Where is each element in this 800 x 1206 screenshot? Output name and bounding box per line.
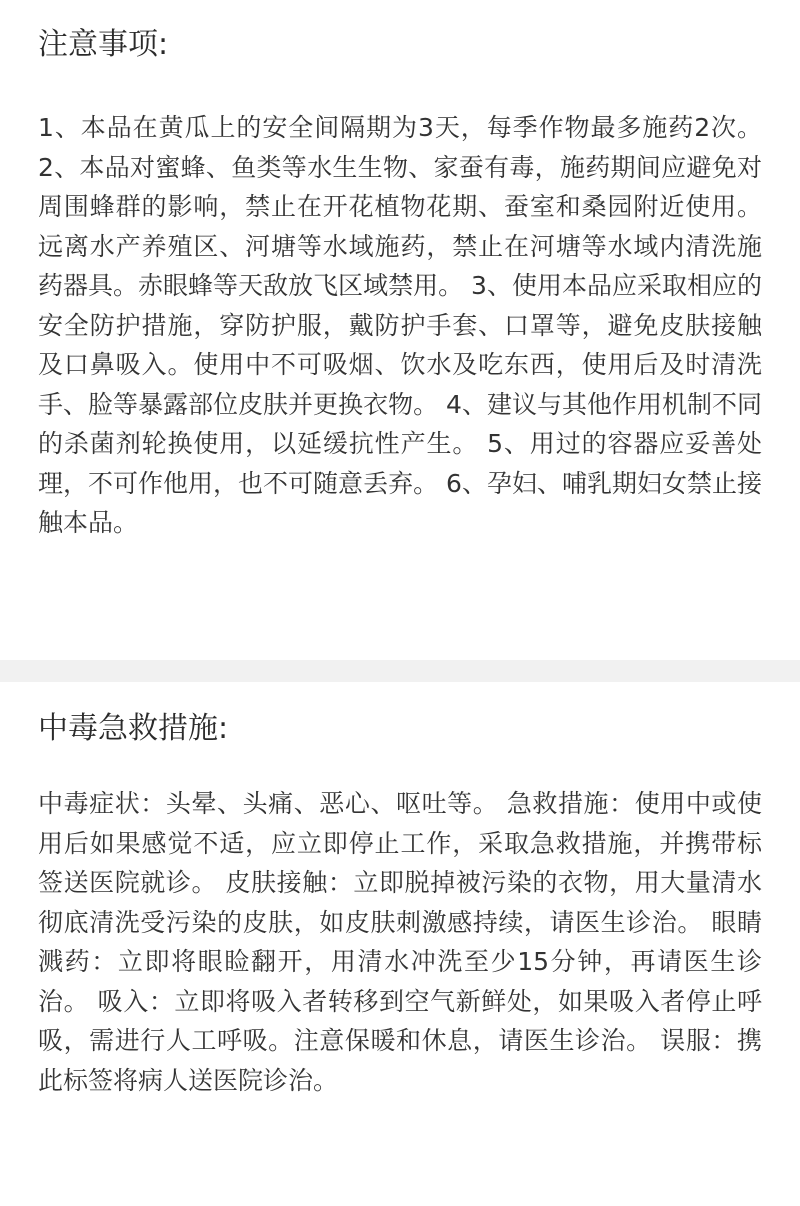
precautions-text: 1、本品在黄瓜上的安全间隔期为3天，每季作物最多施药2次。 2、本品对蜜蜂、鱼类等水生生物、家蚕有毒，施药期间应避免对周围蜂群的影响，禁止在开花植物花期、蚕室和桑园附近使用。远离水产养殖区、河塘等水域施药，禁止在河塘等水域内清洗施药器具。赤眼蜂等天敌放飞区域禁用。 3、使用本品应采取相应的安全防护措施，穿防护服，戴防护手套、口罩等，避免皮肤接触及口鼻吸入。使用中不可吸烟、饮水及吃东西，使用后及时清洗手、脸等暴露部位皮肤并更换衣物。 4、建议与其他作用机制不同的杀菌剂轮换使用，以延缓抗性产生。 5、用过的容器应妥善处理，不可作他用，也不可随意丢弃。 6、孕妇、哺乳期妇女禁止接触本品。 (38, 113, 762, 537)
first-aid-section (0, 682, 800, 1206)
first-aid-title: 中毒急救措施: (38, 711, 229, 746)
first-aid-text: 中毒症状：头晕、头痛、恶心、呕吐等。 急救措施：使用中或使用后如果感觉不适，应立即停止工作，采取急救措施，并携带标签送医院就诊。 皮肤接触：立即脱掉被污染的衣物，用大量清水彻底清洗受污染的皮肤，如皮肤刺激感持续，请医生诊治。 眼睛溅药：立即将眼睑翻开，用清水冲洗至少15分钟，再请医生诊治。 吸入：立即将吸入者转移到空气新鲜处，如果吸入者停止呼吸，需进行人工呼吸。注意保暖和休息，请医生诊治。 误服：携此标签将病人送医院诊治。 (38, 789, 762, 1095)
precautions-title: 注意事项: (38, 27, 169, 62)
section-divider (0, 660, 800, 682)
